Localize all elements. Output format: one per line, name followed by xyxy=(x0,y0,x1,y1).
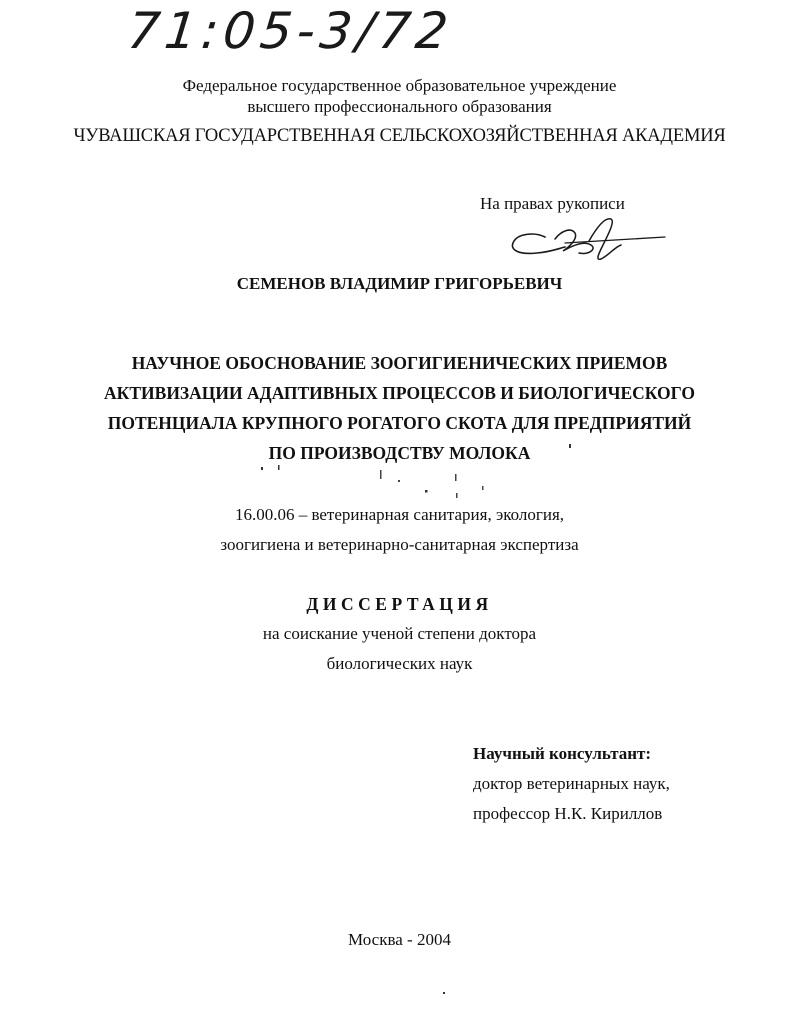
archive-code-handwritten: 71:05-3/72 xyxy=(124,2,456,60)
city-year: Москва - 2004 xyxy=(348,930,451,949)
author-name: СЕМЕНОВ ВЛАДИМИР ГРИГОРЬЕВИЧ xyxy=(236,274,563,293)
title-line-4: ПО ПРОИЗВОДСТВУ МОЛОКА xyxy=(268,443,531,463)
institution-line-1: Федеральное государственное образовательное учреждение xyxy=(182,76,617,95)
title-line-3: ПОТЕНЦИАЛА КРУПНОГО РОГАТОГО СКОТА ДЛЯ ПРЕДПРИЯТИЙ xyxy=(107,413,692,433)
consultant-name: профессор Н.К. Кириллов xyxy=(473,804,663,823)
consultant-degree: доктор ветеринарных наук, xyxy=(473,774,670,793)
title-line-1: НАУЧНОЕ ОБОСНОВАНИЕ ЗООГИГИЕНИЧЕСКИХ ПРИЕМОВ xyxy=(131,353,668,373)
manuscript-rights-note: На правах рукописи xyxy=(480,194,625,213)
specialty-line-2: зоогигиена и ветеринарно-санитарная экспертиза xyxy=(220,535,579,554)
work-type-heading: ДИССЕРТАЦИЯ xyxy=(306,594,493,614)
institution-line-2: высшего профессионального образования xyxy=(247,97,552,116)
title-line-2: АКТИВИЗАЦИИ АДАПТИВНЫХ ПРОЦЕССОВ И БИОЛОГИЧЕСКОГО xyxy=(104,383,695,403)
specialty-line-1: 16.00.06 – ветеринарная санитария, экология, xyxy=(234,505,565,524)
signature-icon xyxy=(505,213,670,265)
consultant-heading: Научный консультант: xyxy=(473,744,652,763)
academy-name: ЧУВАШСКАЯ ГОСУДАРСТВЕННАЯ СЕЛЬСКОХОЗЯЙСТВЕННАЯ АКАДЕМИЯ xyxy=(73,126,726,146)
degree-line-1: на соискание ученой степени доктора xyxy=(262,624,537,643)
degree-line-2: биологических наук xyxy=(326,654,473,673)
